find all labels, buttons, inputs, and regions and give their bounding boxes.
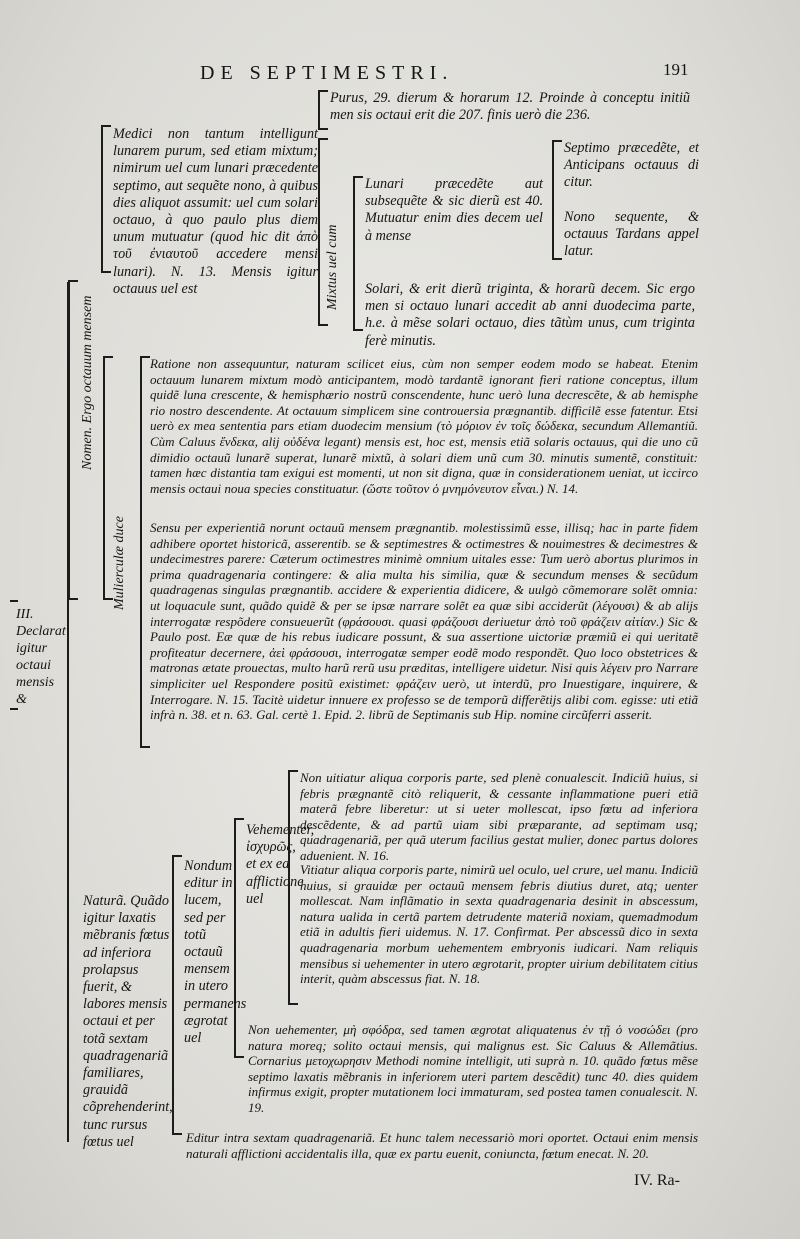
brace-mulierculae	[103, 356, 105, 600]
main-stem-line	[67, 282, 69, 1142]
page-number: 191	[663, 60, 689, 79]
brace-medici	[101, 125, 103, 273]
natura-text: Naturã. Quãdo igitur laxatis mẽbranis fœtus ad inferiora prolapsus fuerit, & labores mensis octaui et per totã sextam quadragenariã familiares, grauidã cõprehenderint, tunc rursus fœtus uel	[83, 893, 173, 1150]
brace-vehementer	[288, 770, 290, 1005]
non-uitiatur-text: Non uitiatur aliqua corporis parte, sed plenè conualescit. Indiciũ huius, si febris prægnantẽ citò reliquerit, & cessante inflammatione pueri etiã materã febre liberetur: ut si ueter mollescat, ipso fœtu ad inferiora descẽdente, & ad partũ uiam sibi præparante, ad septimam usq; quadragenariã, per quã uterum facilius gestat mulier, donec partus dolores aduenient. N. 16.	[300, 770, 698, 863]
lunari-text: Lunari præcedẽte aut subsequẽte & sic dierũ est 40. Mutuatur enim dies decem uel à mense	[365, 176, 543, 244]
brace-nondum	[234, 818, 236, 1058]
solari-text: Solari, & erit dierũ triginta, & horarũ decem. Sic ergo men si octauo lunari accedit ab anni duodecima parte, h.e. à mẽse solari octauo, dies tãtùm unus, cum triginta ferè minutis.	[365, 281, 695, 349]
non-uehementer-text: Non uehementer, μὴ σφόδρα, sed tamen ægrotat aliquatenus ἐν τῇ ὁ νοσώδει (pro natura moreq; solito octaui mensis, qui malignus est. Sic Caluus & Allemãtius. Cornarius μετοχωρησιν Methodi nomine intelligit, uti suprà n. 10. quãdo fœtus mẽse septimo laxatis mẽbranis in inferiorem uteri partem descẽdit) tunc 40. dies quidem infirmus exigit, propter mutationem loci immaturam, sed postea tamen conualescit. N. 19.	[248, 1022, 698, 1115]
septimo-text: Septimo præcedẽte, et Anticipans octauus di citur.	[564, 140, 699, 191]
medici-text: Medici non tantum intelligunt lunarem purum, sed etiam mixtum; nimirum uel cum lunari præcedente septimo, aut sequẽte nono, à quibus dies aliquot assumit: uel cum solari octauo, à quo paulo plus diem unum mutuatur (quod hic dit ἀπὸ τοῦ ἐνιαυτοῦ accedere mensi lunari). N. 13. Mensis igitur octauus uel est	[113, 126, 318, 297]
nondum-text: Nondum editur in lucem, sed per totũ octauũ mensem in utero permanens ægrotat uel	[184, 858, 247, 1047]
nono-text: Nono sequente, & octauus Tardans appel latur.	[564, 209, 699, 260]
brace-natura	[172, 855, 174, 1135]
brace-ratione-sensu	[140, 356, 142, 748]
vitiatur-text: Vitiatur aliqua corporis parte, nimirũ uel oculo, uel crure, uel manu. Indiciũ huius, si grauidæ per octauũ mensem febris diutius duret, atq; uenter mollescat. Nam inflãmatio in sexta quadragenaria desinit in abscessum, natura ualida in certã partem detrudente materiã noxiam, quemadmodum etiã in adultis fieri uidemus. N. 17. Confirmat. Per abscessũ dico in sexta quadragenaria morbum uehementem embryonis iudicari. Nam reliquis mensibus si uehementer in utero ægrotarit, propter uirium debilitatem citius interit, quàm abscessus fiat. N. 18.	[300, 862, 698, 987]
brace-purus	[318, 90, 320, 130]
nomen-label: Nomen. Ergo octauum mensem	[80, 295, 95, 470]
sensu-text: Sensu per experientiã norunt octauũ mensem prægnantib. molestissimũ esse, illisq; hac in parte fidem adhibere oportet historicã, asserentib. se & septimestres & octimestres & nouimestres & decimestres & undecimestres parere: Cæterum octimestres minimè omnium uitales esse: Tum uerò abortus plurimos in prima quadragenaria contingere: & alia multa his similia, quæ & secundum menses & secũdum quadragenas singulas prægnantib. accidere & experientia didicere, & uulgò cõmemorare solẽt omnia: ut loquacule sunt, quãdo quidẽ & per se ipsæ narrare solẽt ea quæ sibi acciderũt (λέγουσι) & ab alijs interrogatæ respõdere consueuerũt (φράσουσι. quasi φράζουσι deriuetur ἀπὸ τοῦ φράζειν αἰτίαν.) Sic & Paulo post. Eæ quæ de his rebus iudicare possunt, & sua assertione uictoriæ præmiũ ei qui ueritatẽ profiteatur decernere, ἀεὶ φράσουσι, interrogatæ semper eodẽ modo respondẽt. Quo loco obstetrices & matronas ætate prouectas, multo harũ rerũ usu præditas, intelligere uidetur. Nisi quis λέγειν pro Narrare simpliciter uel Respondere positũ existimet: φράζειν uerò, ut interdũ, pro Inuestigare, inquirere, & Interrogare. N. 15. Tacitè uidetur innuere ex professo se de temporũ differẽtijs alibi com. egisse: uti etiã infrà n. 38. et n. 63. Gal. certè 1. Epid. 2. librũ de Septimanis sub Hip. nomine circũferri asserit.	[150, 520, 698, 723]
catchword: IV. Ra-	[634, 1172, 680, 1189]
editur-text: Editur intra sextam quadragenariã. Et hunc talem necessariò mori oportet. Octaui enim mensis naturali afflictioni accidentalis illa, quæ ex partu euenit, coniuncta, fœtum enecat. N. 20.	[186, 1130, 698, 1161]
brace-mixtus	[318, 138, 320, 326]
ratione-text: Ratione non assequuntur, naturam scilicet eius, cùm non semper eodem modo se habeat. Etenim octauum lunarem mixtum modò anticipantem, modò tardantẽ ignorant fieri ratione conceptus, illum quidẽ luna crescente, & hemisphærio nostrũ conscendente, hunc uerò luna decrescẽte, & ab hemisphe rio nostro descendente. At octauum simplicem sine controuersia prægnantib. difficilẽ esse fatentur. Etsi uerò ex mea sententia pars etiam duodecim mensium (τὸ μόριον ἐν τοῖς δώδεκα, secundum Allemantiũ. Cùm Caluus ἕνδεκα, alij οὐδένα legant) mensis est, hoc est, mensis etiã solaris octauus, qui die uno cũ dimidio octauũ lunarẽ superat, lunarẽ mixtũ, à solari diem unũ cum 30. minutis sumentẽ, constituit: tamen hæc distantia tam exigui est momenti, ut non sit digna, quæ in considerationem ueniat, ut iccirco mensis octaui noua species constituatur. (ὥστε τοῦτον ὁ μνημόνευτον εἶναι.) N. 14.	[150, 356, 698, 496]
declarat-text: III. Declarat igitur octaui mensis &	[16, 607, 66, 707]
page-title: DE SEPTIMESTRI.	[200, 62, 454, 84]
mixtus-label: Mixtus uel cum	[325, 224, 340, 310]
brace-lunari	[353, 176, 355, 331]
brace-septimo-nono	[552, 140, 554, 260]
mulierculae-label: Mulierculæ duce	[112, 516, 127, 610]
vehementer-text: Vehementer, ἰσχυρῶς, et ex ea afflictione uel	[246, 822, 315, 907]
purus-text: Purus, 29. dierum & horarum 12. Proinde à conceptu initiũ men sis octaui erit die 207. finis uerò die 236.	[330, 90, 690, 124]
